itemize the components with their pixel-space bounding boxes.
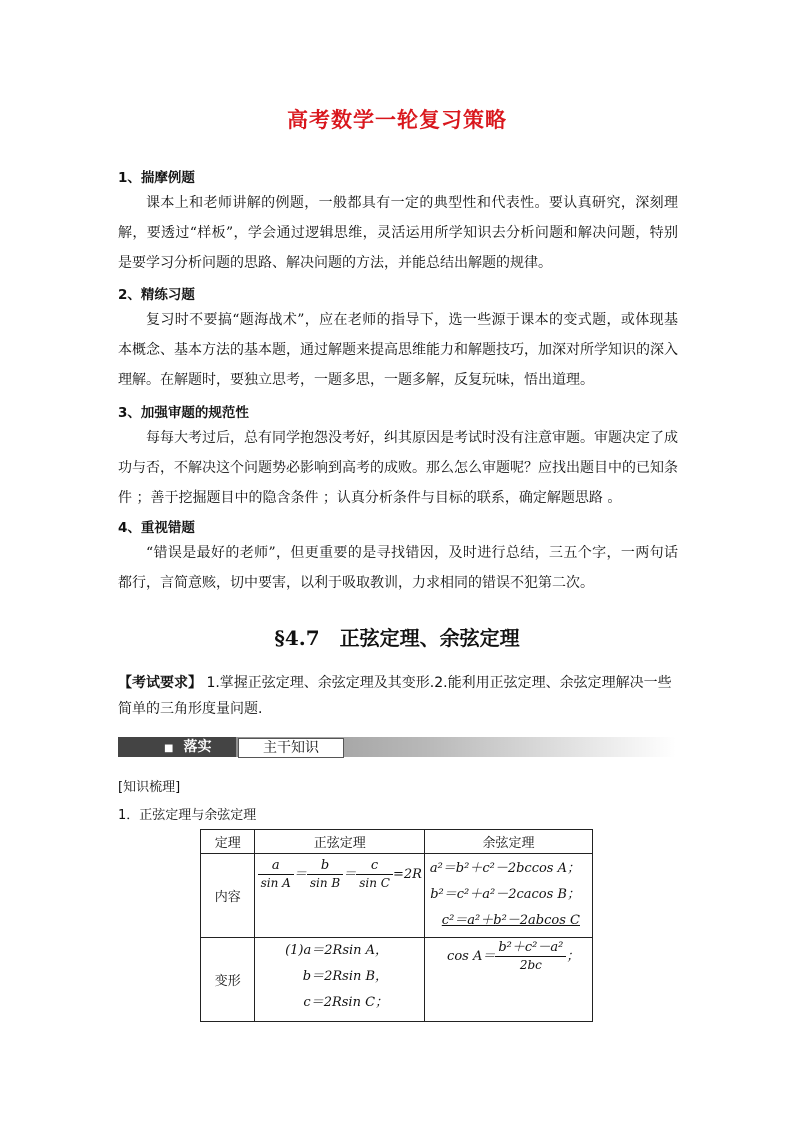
formula-tail: =2R xyxy=(392,867,422,882)
numerator: b²＋c²－a² xyxy=(495,940,566,957)
section-banner xyxy=(118,737,676,757)
section-text-4: “错误是最好的老师”，但更重要的是寻找错因，及时进行总结，三五个字，一两句话都行，言简意赅，切中要害，以利于吸取教训，力求相同的错误不犯第二次。 xyxy=(118,545,678,591)
section-heading-4: 4、重视错题 xyxy=(118,520,195,536)
denominator: sin C xyxy=(359,876,390,890)
table-row xyxy=(201,938,593,1022)
cosine-law-cell xyxy=(425,854,593,938)
row-label: 变形 xyxy=(201,938,255,1022)
formula-tail: ； xyxy=(566,949,580,964)
cosine-formula-line: b²＝c²＋a²－2cacos B； xyxy=(430,887,580,902)
sine-law-cell xyxy=(255,854,425,938)
table-row xyxy=(201,854,593,938)
table-header-row xyxy=(201,830,593,854)
cosine-transform-formula xyxy=(447,940,580,972)
section-heading-3: 3、加强审题的规范性 xyxy=(118,405,249,421)
fraction xyxy=(258,858,294,891)
transform-line: c＝2Rsin C； xyxy=(303,995,389,1010)
denominator: 2bc xyxy=(519,958,542,972)
cosine-formula-line: a²＝b²＋c²－2bccos A； xyxy=(429,861,580,876)
table-header: 正弦定理 xyxy=(255,830,425,854)
fraction xyxy=(495,940,566,973)
cosine-transform-cell xyxy=(425,938,593,1022)
requirement-text: 1.掌握正弦定理、余弦定理及其变形.2.能利用正弦定理、余弦定理解决一些简单的三角形度量问题. xyxy=(118,675,672,717)
square-bullet-icon: ■ xyxy=(164,743,174,754)
numerator: a xyxy=(258,858,294,875)
exam-requirement xyxy=(118,670,678,722)
sine-transform-cell xyxy=(255,938,425,1022)
section-text-2: 复习时不要搞“题海战术”，应在老师的指导下，选一些源于课本的变式题，或体现基本概念、基本方法的基本题，通过解题来提高思维能力和解题技巧，加深对所学知识的深入理解。在解题时，要独立思考，一题多思，一题多解，反复玩味，悟出道理。 xyxy=(118,312,678,388)
section-title: §4.7 正弦定理、余弦定理 xyxy=(274,626,520,650)
section-body-3 xyxy=(118,423,678,513)
row-label: 内容 xyxy=(201,854,255,938)
theorem-table xyxy=(200,829,593,1022)
denominator: sin A xyxy=(260,876,291,890)
fraction xyxy=(307,858,343,891)
table-header: 余弦定理 xyxy=(425,830,593,854)
banner-dark-block xyxy=(118,737,236,757)
table-header: 定理 xyxy=(201,830,255,854)
fraction xyxy=(356,858,393,891)
transform-line: (1)a＝2Rsin A， xyxy=(285,943,389,958)
equals: ＝ xyxy=(343,867,357,882)
equals: ＝ xyxy=(293,867,307,882)
item-heading-1: 1．正弦定理与余弦定理 xyxy=(118,808,257,823)
section-heading-1: 1、揣摩例题 xyxy=(118,170,195,186)
numerator: c xyxy=(356,858,393,875)
cosine-formula-line: c²＝a²＋b²－2abcos C xyxy=(441,913,580,928)
formula-lhs: cos A＝ xyxy=(447,949,496,964)
requirement-tag: 【考试要求】 xyxy=(118,675,202,691)
denominator: sin B xyxy=(309,876,341,890)
section-text-3: 每每大考过后，总有同学抱怨没考好，纠其原因是考试时没有注意审题。审题决定了成功与否，不解决这个问题势必影响到高考的成败。那么怎么审题呢？应找出题目中的已知条件 ；善于挖掘题目中的隐含条件 ；认真分析条件与目标的联系，确定解题思路 。 xyxy=(118,430,678,506)
banner-dark-label: 落实 xyxy=(183,739,212,755)
transform-line: b＝2Rsin B， xyxy=(302,969,389,984)
banner-light-label: 主干知识 xyxy=(238,738,344,758)
section-text-1: 课本上和老师讲解的例题，一般都具有一定的典型性和代表性。要认真研究，深刻理解，要透过“样板”，学会通过逻辑思维，灵活运用所学知识去分析问题和解决问题，特别是要学习分析问题的思路、解决问题的方法，并能总结出解题的规律。 xyxy=(118,195,678,271)
knowledge-tag: [知识梳理] xyxy=(118,780,181,795)
section-body-2 xyxy=(118,305,678,395)
sine-law-formula xyxy=(258,858,422,890)
page-title: 高考数学一轮复习策略 xyxy=(287,108,507,132)
section-body-1 xyxy=(118,188,678,278)
section-body-4 xyxy=(118,538,678,598)
numerator: b xyxy=(307,858,343,875)
section-heading-2: 2、精练习题 xyxy=(118,287,195,303)
